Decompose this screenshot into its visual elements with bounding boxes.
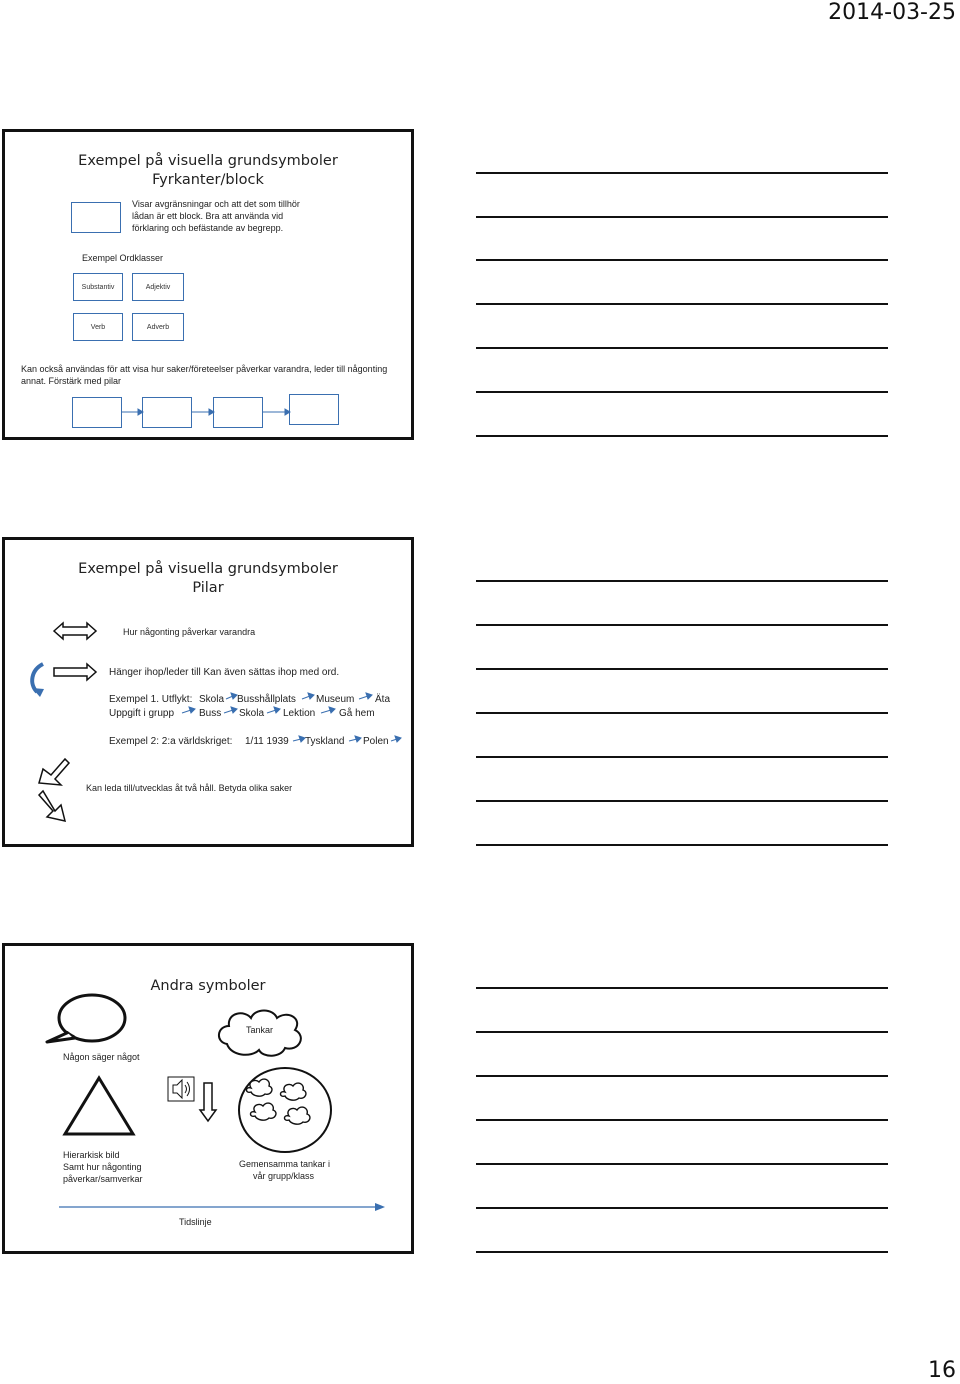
note-line (476, 756, 888, 758)
triangle-label-line3: påverkar/samverkar (63, 1174, 143, 1184)
slide1-example-heading: Exempel Ordklasser (82, 253, 164, 263)
ex1-item-buss: Buss (199, 708, 222, 719)
header-date: 2014-03-25 (828, 0, 956, 25)
note-line (476, 259, 888, 261)
note-line (476, 800, 888, 802)
timeline-label: Tidslinje (179, 1217, 212, 1227)
cloud-group-icon (237, 1066, 333, 1154)
note-line (476, 624, 888, 626)
box-adjektiv: Adjektiv (132, 273, 184, 301)
diagonal-arrow-icon (35, 755, 75, 825)
note-line (476, 435, 888, 437)
note-line (476, 987, 888, 989)
slide-arrows (2, 537, 414, 847)
note-line (476, 668, 888, 670)
box-verb: Verb (73, 313, 123, 341)
flow-arrows (5, 132, 417, 443)
slide2-title-line2: Pilar (192, 580, 224, 596)
box-adverb: Adverb (132, 313, 184, 341)
slide1-title-line1: Exempel på visuella grundsymboler (78, 153, 338, 169)
ex1-item-skola: Skola (199, 694, 225, 705)
slide1-para-line1: Kan också användas för att visa hur saker/företeelser påverkar varandra, leder till någonting (21, 364, 388, 374)
thought-label: Tankar (246, 1025, 274, 1035)
ex2-item-polen: Polen (363, 736, 389, 747)
diag-arrow-text: Kan leda till/utvecklas åt två håll. Betyda olika saker (86, 783, 293, 793)
slide1-desc-line3: förklaring och befästande av begrepp. (132, 223, 284, 233)
note-line (476, 303, 888, 305)
note-line (476, 347, 888, 349)
note-line (476, 391, 888, 393)
slide1-para-line2: annat. Förstärk med pilar (21, 376, 122, 386)
ex1-item-busshallplats: Busshållplats (237, 694, 296, 705)
group-label-line1: Gemensamma tankar i (239, 1159, 331, 1169)
triangle-icon (63, 1076, 135, 1136)
ex1-item-skola2: Skola (239, 708, 265, 719)
note-line (476, 1119, 888, 1121)
note-line (476, 1031, 888, 1033)
timeline-arrow-icon (59, 1201, 389, 1213)
ex2-item-tyskland: Tyskland (305, 736, 345, 747)
slide2-title-line1: Exempel på visuella grundsymboler (78, 561, 338, 577)
ex1-item-museum: Museum (316, 694, 355, 705)
note-line (476, 172, 888, 174)
ex2-label: Exempel 2: 2:a världskriget: (109, 736, 233, 747)
ex1-item-uppgift: Uppgift i grupp (109, 708, 175, 719)
note-line (476, 580, 888, 582)
triangle-label-line2: Samt hur någonting (63, 1162, 142, 1172)
ex1-item-lektion: Lektion (283, 708, 316, 719)
box-substantiv: Substantiv (73, 273, 123, 301)
slide3-title: Andra symboler (150, 978, 266, 994)
note-line (476, 1163, 888, 1165)
note-line (476, 712, 888, 714)
slide-blocks (2, 129, 414, 440)
speech-label: Någon säger något (63, 1052, 140, 1062)
ex2-item-date: 1/11 1939 (245, 736, 289, 747)
note-line (476, 1251, 888, 1253)
double-arrow-text: Hur någonting påverkar varandra (123, 627, 256, 637)
down-arrow-icon (199, 1082, 217, 1122)
ex1-label: Exempel 1. Utflykt: (109, 694, 193, 705)
speaker-icon (167, 1076, 197, 1102)
slide1-desc-line1: Visar avgränsningar och att det som tillhör (132, 199, 300, 209)
ex1-item-ata: Äta (375, 694, 391, 705)
ex1-item-gahem: Gå hem (339, 708, 375, 719)
note-line (476, 844, 888, 846)
slide1-desc-line2: lådan är ett block. Bra att använda vid (132, 211, 284, 221)
curve-text: Hänger ihop/leder till Kan även sättas ihop med ord. (109, 667, 340, 678)
group-label-line2: vår grupp/klass (253, 1171, 315, 1181)
triangle-label-line1: Hierarkisk bild (63, 1150, 120, 1160)
note-line (476, 1207, 888, 1209)
speech-bubble-icon (45, 994, 127, 1046)
slide1-title-line2: Fyrkanter/block (152, 172, 264, 188)
note-line (476, 216, 888, 218)
note-line (476, 1075, 888, 1077)
slide-other-symbols (2, 943, 414, 1254)
page-number: 16 (928, 1358, 956, 1383)
